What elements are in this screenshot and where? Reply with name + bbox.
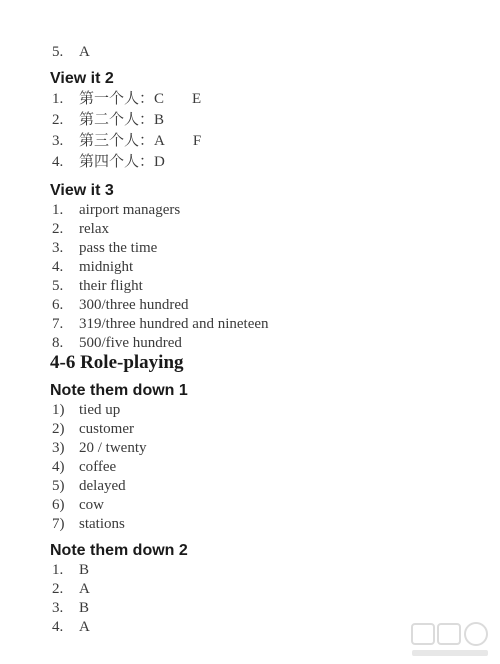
item-text: 20 / twenty [79,440,147,456]
item-number: 2) [52,421,65,437]
item-text: A [79,619,90,635]
item-text: B [79,562,90,578]
answer-item [52,153,165,171]
item-number: 8. [52,335,64,351]
answer-item [52,458,116,476]
answer-item [52,239,157,257]
answer-item [52,111,164,129]
answer-item [52,496,104,514]
item-text: their flight [79,278,143,294]
item-number: 7. [52,316,64,332]
item-text: delayed [79,478,126,494]
item-text: tied up [79,402,121,418]
item-number: 2. [52,581,64,597]
item-number: 2. [52,112,64,128]
item-number: 5. [52,278,64,294]
item-number: 1) [52,402,65,418]
item-number: 4. [52,619,64,635]
answer-item [52,296,189,314]
answer-item [52,334,182,352]
section-heading-view-it-2: View it 2 [50,70,114,87]
item-number: 4) [52,459,65,475]
item-number: 6) [52,497,65,513]
answer-item [52,90,201,108]
section-title: 4-6 Role-playing [50,352,184,373]
section-heading-note-them-down-2: Note them down 2 [50,542,188,559]
item-number: 3. [52,133,64,149]
answer-item [52,618,90,636]
answer-item [52,315,269,333]
answer-item [52,277,143,295]
answer-item [52,258,133,276]
section-heading-view-it-3: View it 3 [50,182,114,199]
item-text: 第三个人：A [79,133,165,149]
item-extra: F [192,133,202,149]
item-text: 319/three hundred and nineteen [79,316,269,332]
item-text: A [79,581,90,597]
answer-item [52,201,180,219]
item-number: 7) [52,516,65,532]
answer-item [52,420,134,438]
item-number: 5. [52,44,64,60]
item-extra: E [192,91,202,107]
item-text: 第二个人：B [79,112,165,128]
item-text: 第四个人：D [79,154,165,170]
answer-item [52,401,120,419]
answer-item [52,477,126,495]
answer-item [52,515,125,533]
answer-item [52,561,89,579]
item-number: 3. [52,240,64,256]
answer-site-watermark-icon [408,620,494,660]
item-number: 4. [52,259,64,275]
answer-item [52,132,201,150]
item-number: 6. [52,297,64,313]
item-number: 3) [52,440,65,456]
answer-item [52,43,90,61]
item-text: A [79,44,90,60]
item-number: 1. [52,562,64,578]
item-text: pass the time [79,240,158,256]
item-text: B [79,600,90,616]
item-number: 1. [52,91,64,107]
item-text: relax [79,221,109,237]
item-text: stations [79,516,125,532]
item-number: 4. [52,154,64,170]
answer-item [52,599,89,617]
item-text: midnight [79,259,134,275]
item-text: 500/five hundred [79,335,182,351]
item-number: 2. [52,221,64,237]
item-number: 3. [52,600,64,616]
item-text: 第一个人：C [79,91,165,107]
item-text: customer [79,421,134,437]
answer-item [52,439,147,457]
item-text: airport managers [79,202,181,218]
item-number: 1. [52,202,64,218]
item-number: 5) [52,478,65,494]
section-heading-note-them-down-1: Note them down 1 [50,382,188,399]
item-text: 300/three hundred [79,297,189,313]
answer-item [52,580,90,598]
answer-item [52,220,109,238]
item-text: coffee [79,459,117,475]
item-text: cow [79,497,104,513]
